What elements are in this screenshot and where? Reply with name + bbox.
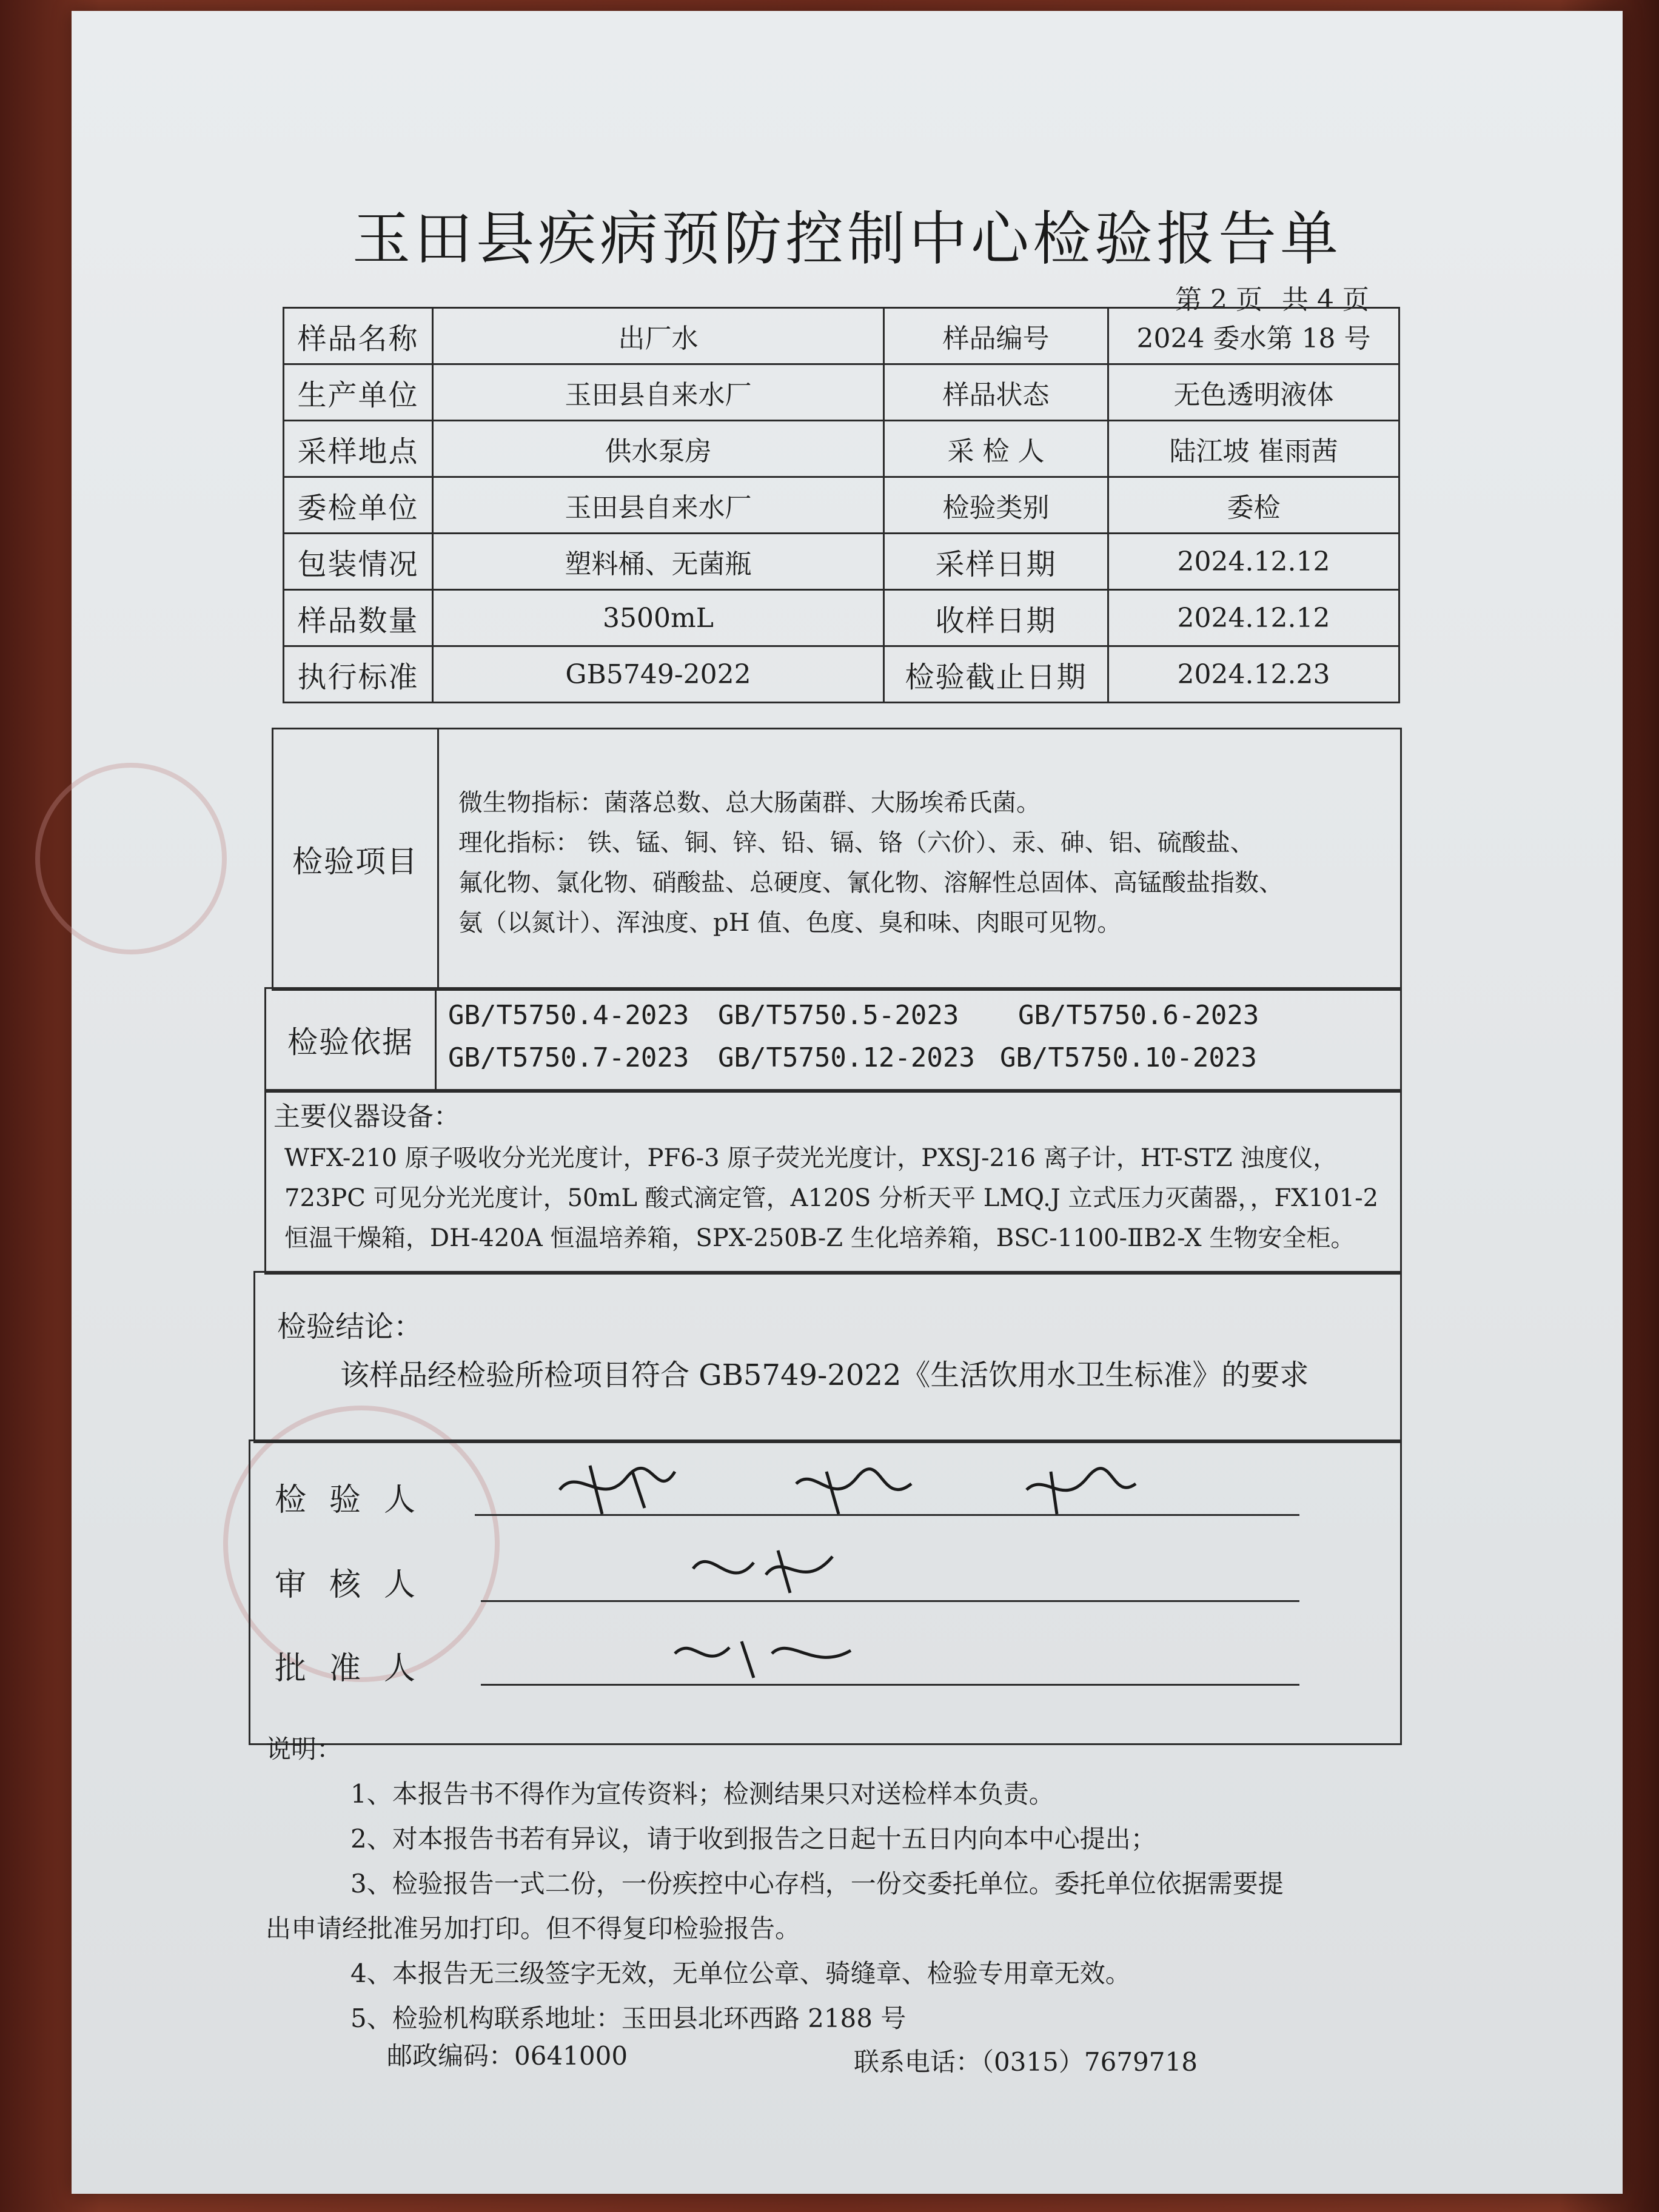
test-items-line: 微生物指标：菌落总数、总大肠菌群、大肠埃希氏菌。: [458, 789, 1041, 817]
client-label: 委检单位: [284, 477, 433, 534]
sample-state-value: 无色透明液体: [1108, 364, 1399, 421]
test-basis-label: 检验依据: [266, 989, 437, 1091]
basis-standard: GB/T5750.7-2023: [448, 1042, 689, 1073]
table-row: [284, 646, 1399, 703]
equipment-title: 主要仪器设备：: [273, 1101, 460, 1132]
sample-info-table: [283, 307, 1400, 703]
note-line: 2、对本报告书若有异议，请于收到报告之日起十五日内向本中心提出；: [350, 1824, 1156, 1854]
sampling-date-value: 2024.12.12: [1108, 534, 1399, 590]
receive-date-value: 2024.12.12: [1108, 590, 1399, 646]
test-basis-section: [264, 987, 1402, 1093]
location-value: 供水泵房: [433, 421, 884, 477]
reviewer-signature: [687, 1538, 845, 1599]
report-title: 玉田县疾病预防控制中心检验报告单: [352, 205, 1342, 273]
sample-state-label: 样品状态: [884, 364, 1108, 421]
note-line: 3、检验报告一式二份，一份疾控中心存档，一份交委托单位。委托单位依据需要提: [350, 1869, 1284, 1899]
notes-section: [266, 1727, 1478, 2041]
quantity-value: 3500mL: [433, 590, 884, 646]
page-current: 第 2 页: [1175, 284, 1262, 315]
notes-title: 说明：: [266, 1734, 343, 1764]
client-value: 玉田县自来水厂: [433, 477, 884, 534]
approver-signature-line: [481, 1684, 1299, 1686]
contact-phone: 联系电话：（0315）7679718: [854, 2047, 1198, 2077]
equipment-line: WFX-210 原子吸收分光光度计，PF6-3 原子荧光光度计，PXSJ-216 离子计，HT-STZ 浊度仪，: [284, 1144, 1338, 1172]
sample-no-label: 样品编号: [884, 308, 1108, 364]
sampler-label: 采 检 人: [884, 421, 1108, 477]
test-items-line: 氨（以氮计）、浑浊度、pH 值、色度、臭和味、肉眼可见物。: [458, 909, 1122, 937]
equipment-section: [264, 1089, 1402, 1275]
signature-section: [249, 1439, 1402, 1745]
sample-name-label: 样品名称: [284, 308, 433, 364]
sample-no-value: 2024 委水第 18 号: [1108, 308, 1399, 364]
conclusion-section: [253, 1271, 1402, 1443]
standard-value: GB5749-2022: [433, 646, 884, 703]
quantity-label: 样品数量: [284, 590, 433, 646]
test-items-line: 氟化物、氯化物、硝酸盐、总硬度、氰化物、溶解性总固体、高锰酸盐指数、: [458, 869, 1283, 897]
conclusion-title: 检验结论：: [277, 1310, 423, 1344]
report-sheet: [72, 11, 1623, 2194]
sample-name-value: 出厂水: [433, 308, 884, 364]
table-row: [284, 477, 1399, 534]
note-line: 5、检验机构联系地址：玉田县北环西路 2188 号: [350, 2003, 907, 2033]
table-row: [284, 534, 1399, 590]
conclusion-text: 该样品经检验所检项目符合 GB5749-2022《生活饮用水卫生标准》的要求: [340, 1358, 1309, 1392]
producer-value: 玉田县自来水厂: [433, 364, 884, 421]
table-row: [284, 364, 1399, 421]
table-row: [284, 308, 1399, 364]
inspector-signature: [554, 1453, 1160, 1520]
approver-label: 批准人: [275, 1651, 439, 1687]
standard-label: 执行标准: [284, 646, 433, 703]
table-row: [284, 590, 1399, 646]
test-items-list: [458, 783, 1380, 943]
sampler-value: 陆江坡 崔雨茜: [1108, 421, 1399, 477]
producer-label: 生产单位: [284, 364, 433, 421]
sampling-date-label: 采样日期: [884, 534, 1108, 590]
category-label: 检验类别: [884, 477, 1108, 534]
package-value: 塑料桶、无菌瓶: [433, 534, 884, 590]
seal-stamp-left: [35, 763, 227, 954]
page-total: 共 4 页: [1281, 284, 1369, 315]
test-items-label: 检验项目: [273, 729, 439, 989]
test-items-section: [272, 728, 1402, 991]
reviewer-label: 审核人: [275, 1567, 439, 1603]
deadline-value: 2024.12.23: [1108, 646, 1399, 703]
inspector-signature-line: [475, 1514, 1299, 1516]
basis-standard: GB/T5750.4-2023: [448, 1000, 689, 1031]
equipment-line: 恒温干燥箱，DH-420A 恒温培养箱，SPX-250B-Z 生化培养箱，BSC-1100-ⅡB2-X 生物安全柜。: [284, 1224, 1355, 1252]
reviewer-signature-line: [481, 1600, 1299, 1602]
note-line: 1、本报告书不得作为宣传资料；检测结果只对送检样本负责。: [350, 1779, 1054, 1809]
package-label: 包装情况: [284, 534, 433, 590]
equipment-list: [284, 1138, 1394, 1258]
approver-signature: [669, 1623, 863, 1684]
basis-standard: GB/T5750.12-2023: [718, 1042, 975, 1073]
note-line: 出申请经批准另加打印。但不得复印检验报告。: [266, 1914, 801, 1943]
location-label: 采样地点: [284, 421, 433, 477]
note-line: 4、本报告无三级签字无效，无单位公章、骑缝章、检验专用章无效。: [350, 1959, 1131, 1988]
deadline-label: 检验截止日期: [884, 646, 1108, 703]
receive-date-label: 收样日期: [884, 590, 1108, 646]
equipment-line: 723PC 可见分光光度计，50mL 酸式滴定管，A120S 分析天平 LMQ.J 立式压力灭菌器，，FX101-2: [284, 1184, 1379, 1212]
basis-standard: GB/T5750.5-2023: [718, 1000, 959, 1031]
basis-standard: GB/T5750.6-2023: [1018, 1000, 1259, 1031]
table-row: [284, 421, 1399, 477]
basis-standard: GB/T5750.10-2023: [1000, 1042, 1257, 1073]
postcode: 邮政编码：0641000: [387, 2041, 628, 2071]
category-value: 委检: [1108, 477, 1399, 534]
inspector-label: 检验人: [275, 1482, 439, 1518]
test-items-line: 理化指标： 铁、锰、铜、锌、铅、镉、铬（六价）、汞、砷、铝、硫酸盐、: [458, 829, 1255, 857]
